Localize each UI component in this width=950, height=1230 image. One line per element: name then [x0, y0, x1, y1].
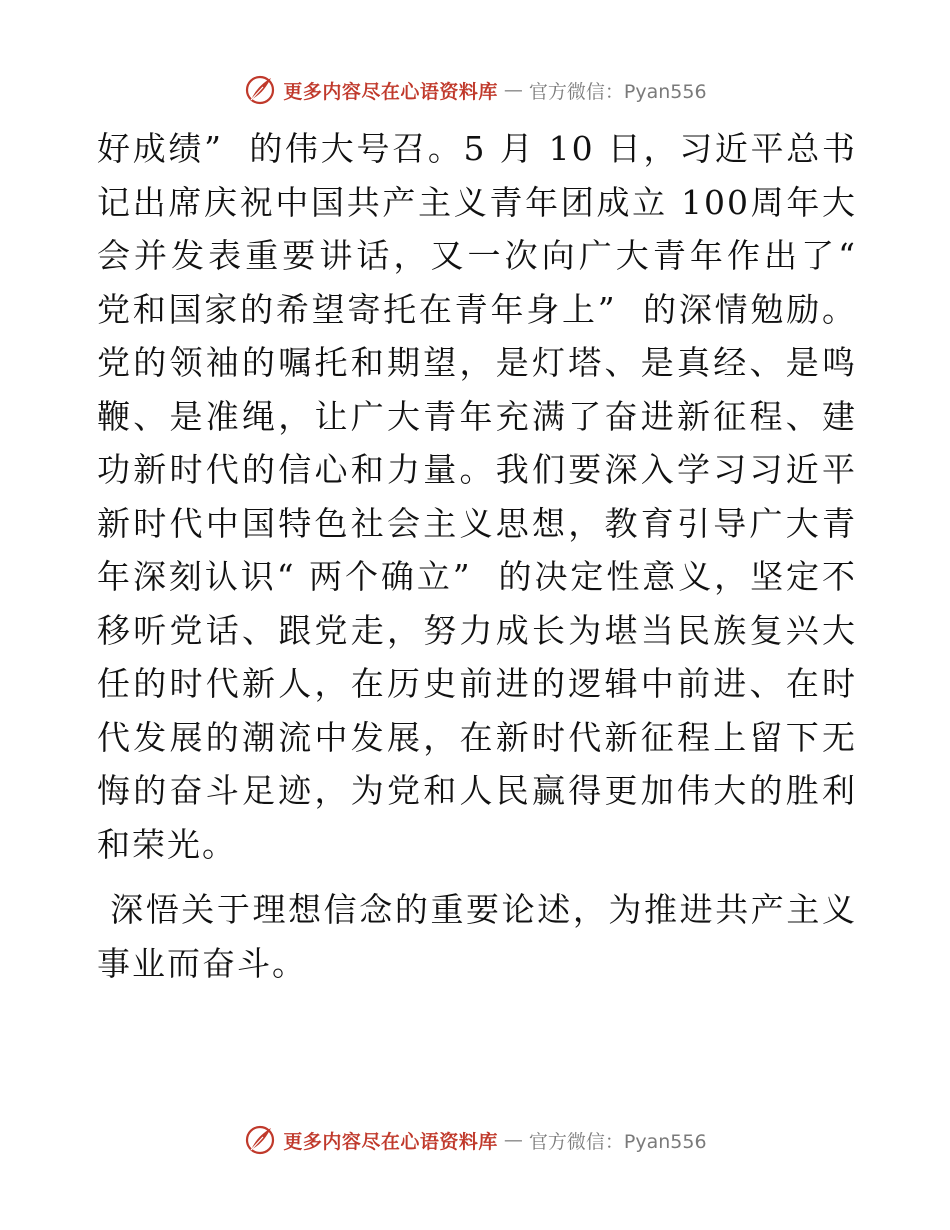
- document-body: [97, 122, 870, 990]
- header-watermark: [0, 70, 950, 110]
- watermark-main-text: 更多内容尽在心语资料库: [283, 80, 498, 103]
- watermark-dash: —: [503, 79, 523, 101]
- watermark-dash: —: [503, 1129, 523, 1151]
- paragraph-2: 深悟关于理想信念的重要论述，为推进共产主义事业而奋斗。: [97, 890, 857, 983]
- feather-pen-icon: [243, 1123, 277, 1157]
- watermark-main-text: 更多内容尽在心语资料库: [283, 1130, 498, 1153]
- watermark-sub-text: 官方微信：Pyan556: [528, 1130, 707, 1153]
- watermark-sub-text: 官方微信：Pyan556: [528, 80, 707, 103]
- paragraph-1: 好成绩” 的伟大号召。5 月 10 日，习近平总书记出席庆祝中国共产主义青年团成立 100周年大会并发表重要讲话，又一次向广大青年作出了“ 党和国家的希望寄托在青年身上” 的深情勉励。党的领袖的嘱托和期望，是灯塔、是真经、是鸣鞭、是准绳，让广大青年充满了奋进新征程、建功新时代的信心和力量。我们要深入学习习近平新时代中国特色社会主义思想，教育引导广大青年深刻认识“ 两个确立” 的决定性意义，坚定不移听党话、跟党走，努力成长为堪当民族复兴大任的时代新人，在历史前进的逻辑中前进、在时代发展的潮流中发展，在新时代新征程上留下无悔的奋斗足迹，为党和人民赢得更加伟大的胜利和荣光。: [97, 129, 870, 864]
- feather-pen-icon: [243, 73, 277, 107]
- footer-watermark: [0, 1120, 950, 1160]
